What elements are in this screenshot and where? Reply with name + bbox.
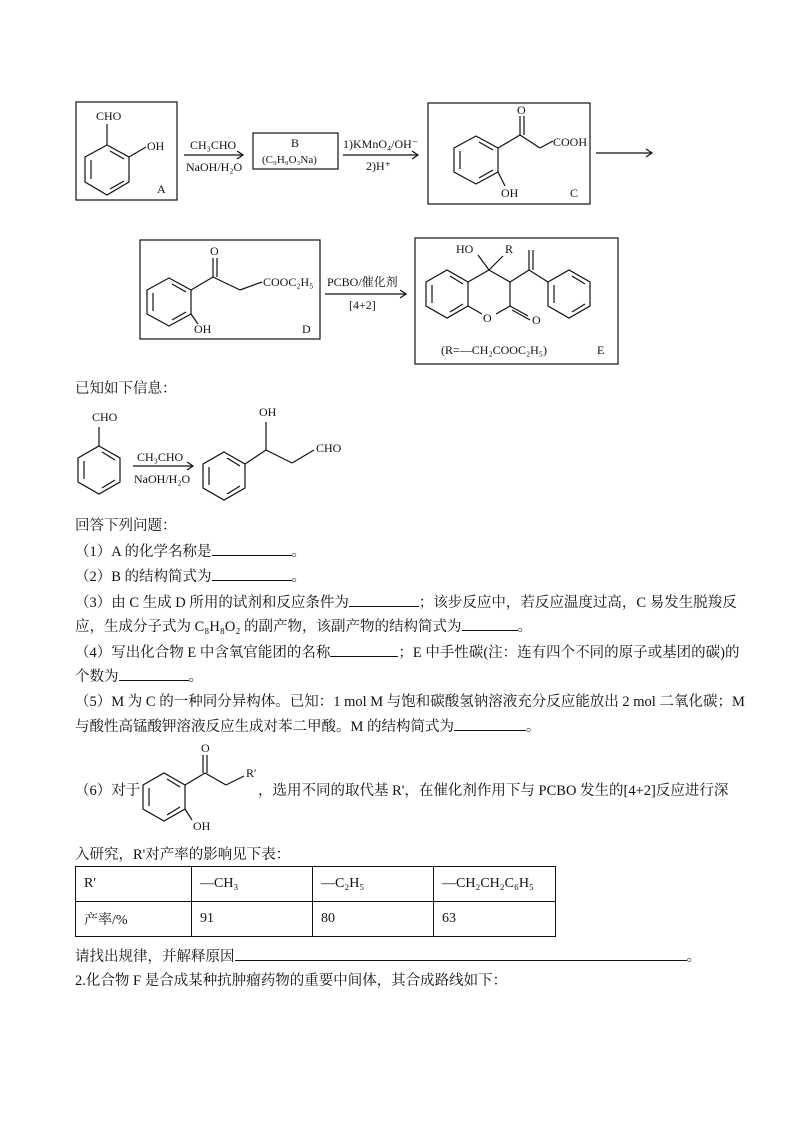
q5-answer-blank[interactable]: [454, 716, 526, 731]
table-row-label: 产率/%: [76, 902, 192, 937]
a-oh: OH: [147, 139, 165, 153]
q6-answer-blank[interactable]: [235, 946, 687, 961]
step3-reagent-bottom: [4+2]: [349, 298, 376, 312]
question-5-line-2: [75, 716, 541, 737]
yield-table: [75, 866, 556, 937]
c-carbonyl-o: O: [517, 103, 526, 117]
a-cho: CHO: [96, 109, 122, 123]
q3-text-a: （3）由 C 生成 D 所用的试剂和反应条件为: [75, 595, 349, 611]
question-6-suffix: ，选用不同的取代基 R'，在催化剂作用下与 PCBO 发生的[4+2]反应进行深: [258, 783, 729, 799]
known-reactant-cho: CHO: [92, 410, 118, 424]
question-3-line-2: [75, 616, 532, 637]
step2-reagent-top: 1)KMnO₄/OH⁻: [343, 137, 419, 151]
step3-reagent-top: PCBO/催化剂: [327, 275, 398, 289]
q4-text-c: 个数为: [75, 669, 119, 685]
q1-end: 。: [291, 544, 307, 560]
question-3-line-1: [75, 592, 737, 613]
known-product-cho: CHO: [316, 441, 342, 455]
q2-answer-blank[interactable]: [212, 566, 292, 581]
step1-reagent-top: CH₃CHO: [190, 138, 237, 152]
c-label: C: [570, 186, 579, 200]
a-label: A: [157, 182, 166, 196]
q4-text-a: （4）写出化合物 E 中含氧官能团的名称: [75, 645, 331, 661]
compound-d-ring: [147, 278, 191, 326]
q6-explain-end: 。: [686, 949, 701, 965]
question-2: [75, 566, 306, 587]
q3-text-c: 应，生成分子式为 C₈H₈O₂ 的副产物，该副产物的结构简式为: [75, 619, 462, 635]
q6-struct-oh: OH: [193, 819, 211, 830]
question-5-line-1: （5）M 为 C 的一种同分异构体。已知：1 mol M 与饱和碳酸氢钠溶液充分反应能放出 2 mol 二氧化碳；M: [75, 694, 745, 710]
q5-end: 。: [526, 719, 541, 735]
known-info-reaction: [0, 398, 400, 510]
c-oh: OH: [501, 186, 519, 200]
step2-reagent-bottom: 2)H⁺: [366, 159, 391, 173]
d-carbonyl-o: O: [210, 244, 219, 258]
table-cell: 63: [434, 902, 556, 937]
q6-struct-o: O: [201, 741, 210, 755]
q1-text: （1）A 的化学名称是: [75, 544, 212, 560]
question-6-line-2: 入研究，R'对产率的影响见下表：: [75, 847, 291, 863]
known-info-heading: 已知如下信息：: [75, 381, 177, 397]
step1-reagent-bottom: NaOH/H₂O: [186, 160, 243, 174]
e-carbonyl-o: O: [532, 313, 541, 327]
d-label: D: [302, 322, 311, 336]
e-r: R: [505, 242, 514, 256]
d-ester: COOC₂H₅: [263, 275, 314, 289]
q4-answer-blank-1[interactable]: [330, 642, 398, 657]
c-cooh: COOH: [553, 135, 588, 149]
q2-end: 。: [291, 569, 307, 585]
table-header-cell: —CH₃: [192, 867, 313, 902]
q3-answer-blank-2[interactable]: [462, 616, 518, 631]
b-label: B: [291, 136, 300, 150]
question-1: [75, 541, 306, 562]
q3-end: 。: [517, 619, 533, 635]
q2-text: （2）B 的结构简式为: [75, 569, 212, 585]
compound-d-box: [140, 240, 320, 339]
table-header-row: [76, 867, 556, 902]
table-header-cell: —C₂H₅: [313, 867, 434, 902]
e-ring-o: O: [483, 311, 492, 325]
e-r-definition: (R=—CH₂COOC₂H₅): [441, 343, 547, 357]
d-oh: OH: [194, 322, 212, 336]
question-4-line-1: [75, 642, 740, 663]
question-6-explain: [75, 946, 701, 967]
q6-structure: [130, 738, 270, 830]
q4-text-b: ；E 中手性碳(注：连有四个不同的原子或基团的碳)的: [398, 645, 740, 661]
q5-text: 与酸性高锰酸钾溶液反应生成对苯二甲酸。M 的结构简式为: [75, 719, 455, 735]
table-cell: 80: [313, 902, 434, 937]
known-reagent-bottom: NaOH/H₂O: [134, 472, 191, 486]
reaction-scheme: [0, 0, 800, 372]
table-cell: 91: [192, 902, 313, 937]
table-header-cell: —CH₂CH₂C₆H₅: [434, 867, 556, 902]
q6-struct-r: R': [246, 766, 257, 780]
table-header-cell: R': [76, 867, 192, 902]
b-formula: (C₉H₉O₃Na): [262, 154, 317, 166]
known-product-oh: OH: [259, 405, 277, 419]
q1-answer-blank[interactable]: [212, 541, 292, 556]
known-reagent-top: CH₃CHO: [137, 450, 184, 464]
q4-answer-blank-2[interactable]: [119, 666, 189, 681]
questions-intro: 回答下列问题：: [75, 518, 177, 534]
e-label: E: [597, 343, 605, 357]
q3-text-b: ；该步反应中，若反应温度过高，C 易发生脱羧反: [418, 595, 737, 611]
q4-end: 。: [188, 669, 203, 685]
next-problem-heading: 2.化合物 F 是合成某种抗肿瘤药物的重要中间体，其合成路线如下：: [75, 973, 508, 989]
question-6-prefix: （6）对于: [75, 783, 141, 799]
q6-explain-text: 请找出规律，并解释原因: [75, 949, 235, 965]
question-4-line-2: [75, 666, 203, 687]
e-ho: HO: [456, 242, 474, 256]
q3-answer-blank-1[interactable]: [349, 592, 419, 607]
table-row: [76, 902, 556, 937]
